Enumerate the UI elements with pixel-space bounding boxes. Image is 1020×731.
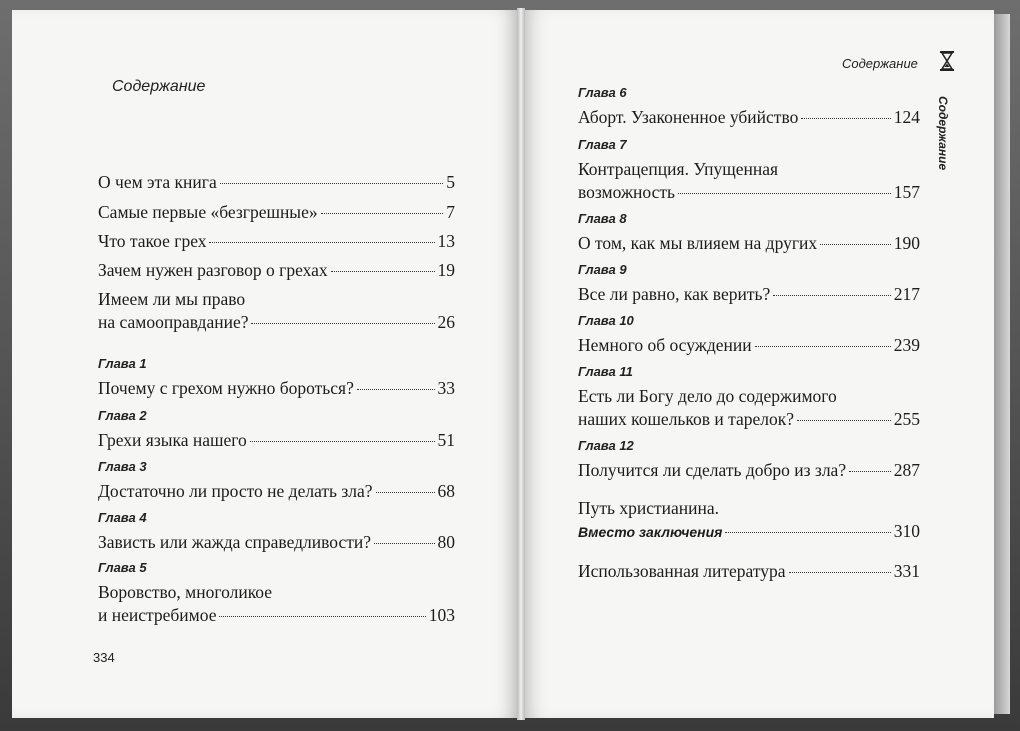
- entry-title: Использованная литература: [578, 561, 786, 581]
- chapter-label: Глава 1: [98, 356, 147, 371]
- toc-entry[interactable]: [98, 352, 455, 400]
- entry-title: Воровство, многоликое: [98, 582, 273, 602]
- entry-title: Немного об осуждении: [578, 335, 752, 355]
- entry-title: Получится ли сделать добро из зла?: [578, 460, 847, 480]
- entry-page: 68: [437, 481, 455, 501]
- entry-title: Вместо заключения: [578, 524, 723, 540]
- toc-entry[interactable]: [578, 434, 920, 482]
- entry-page: 217: [893, 284, 920, 304]
- entry-page: 13: [437, 231, 455, 251]
- entry-page: 310: [893, 521, 920, 541]
- toc-entry[interactable]: [578, 497, 920, 544]
- entry-title: наших кошельков и тарелок?: [578, 409, 795, 429]
- chapter-label: Глава 5: [98, 560, 147, 575]
- entry-page: 331: [893, 561, 920, 581]
- entry-title: Что такое грех: [98, 231, 207, 251]
- hourglass-icon: [940, 51, 954, 71]
- entry-title: Самые первые «безгрешные»: [98, 202, 318, 222]
- vertical-section-label: Содержание: [936, 96, 950, 171]
- chapter-label: Глава 8: [578, 211, 627, 226]
- entry-title: Все ли равно, как верить?: [578, 284, 771, 304]
- toc-entry[interactable]: [98, 259, 455, 282]
- entry-title: Грехи языка нашего: [98, 430, 247, 450]
- chapter-label: Глава 12: [578, 438, 634, 453]
- entry-page: 239: [893, 335, 920, 355]
- toc-entry[interactable]: [98, 556, 455, 627]
- entry-title: Есть ли Богу дело до содержимого: [578, 386, 837, 406]
- entry-page: 124: [893, 107, 920, 127]
- running-header: Содержание: [842, 56, 918, 71]
- entry-page: 19: [437, 260, 455, 280]
- entry-title: Зачем нужен разговор о грехах: [98, 260, 328, 280]
- chapter-label: Глава 3: [98, 459, 147, 474]
- entry-page: 7: [446, 202, 455, 222]
- chapter-label: Глава 11: [578, 364, 633, 379]
- entry-page: 157: [893, 182, 920, 202]
- book-spine: [517, 8, 525, 720]
- entry-page: 5: [446, 172, 455, 192]
- entry-title: Путь христианина.: [578, 498, 720, 518]
- entry-title: возможность: [578, 182, 675, 202]
- entry-title: Достаточно ли просто не делать зла?: [98, 481, 373, 501]
- toc-entry[interactable]: [578, 560, 920, 583]
- entry-title: Зависть или жажда справедливости?: [98, 532, 371, 552]
- entry-page: 80: [437, 532, 455, 552]
- toc-entry[interactable]: [578, 133, 920, 204]
- entry-page: 103: [428, 605, 455, 625]
- entry-title: О том, как мы влияем на других: [578, 233, 818, 253]
- entry-page: 255: [893, 409, 920, 429]
- entry-page: 287: [893, 460, 920, 480]
- chapter-label: Глава 7: [578, 137, 627, 152]
- entry-title: Контрацепция. Упущенная: [578, 159, 779, 179]
- entry-page: 33: [437, 378, 455, 398]
- toc-entry[interactable]: [98, 288, 455, 334]
- entry-page: 51: [437, 430, 455, 450]
- page-number: 334: [93, 650, 115, 665]
- entry-page: 190: [893, 233, 920, 253]
- entry-page: 26: [437, 312, 455, 332]
- entry-title: на самооправдание?: [98, 312, 249, 332]
- toc-entry[interactable]: [578, 360, 920, 431]
- entry-title: Аборт. Узаконенное убийство: [578, 107, 799, 127]
- toc-entry[interactable]: [98, 404, 455, 452]
- book-cover-edge: [994, 14, 1010, 714]
- toc-entry[interactable]: [98, 506, 455, 554]
- toc-title: Содержание: [112, 78, 206, 95]
- chapter-label: Глава 9: [578, 262, 627, 277]
- chapter-label: Глава 4: [98, 510, 147, 525]
- toc-entry[interactable]: [98, 455, 455, 503]
- toc-entry[interactable]: [578, 207, 920, 255]
- toc-entry[interactable]: [578, 258, 920, 306]
- entry-title: О чем эта книга: [98, 172, 217, 192]
- toc-entry[interactable]: [578, 81, 920, 129]
- toc-entry[interactable]: [98, 230, 455, 253]
- entry-title: Почему с грехом нужно бороться?: [98, 378, 354, 398]
- chapter-label: Глава 10: [578, 313, 634, 328]
- entry-title: и неистребимое: [98, 605, 217, 625]
- toc-entry[interactable]: [578, 309, 920, 357]
- chapter-label: Глава 6: [578, 85, 627, 100]
- entry-title: Имеем ли мы право: [98, 289, 246, 309]
- toc-entry[interactable]: [98, 201, 455, 224]
- toc-entry[interactable]: [98, 171, 455, 194]
- chapter-label: Глава 2: [98, 408, 147, 423]
